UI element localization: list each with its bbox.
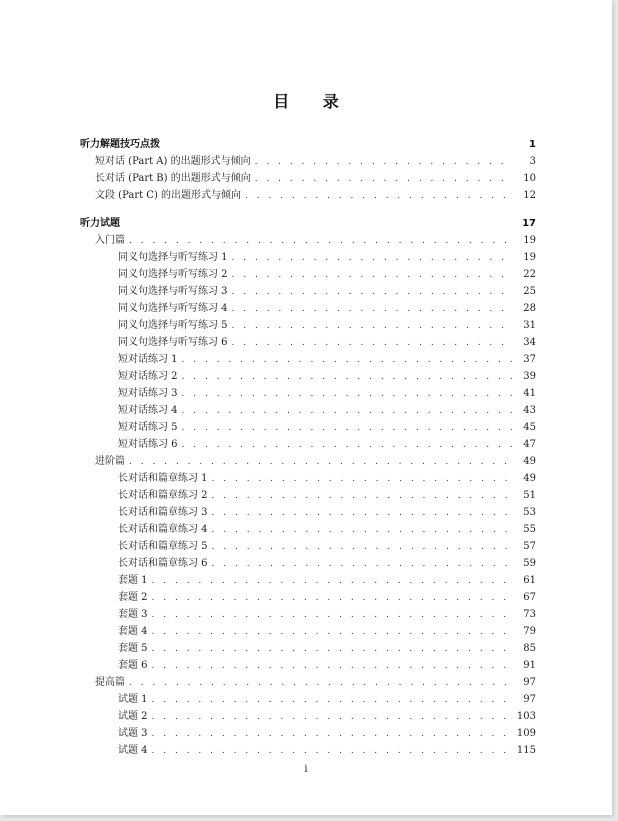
toc-page-number: 85 <box>523 643 536 654</box>
toc-page-number: 28 <box>523 303 536 314</box>
toc-page-number: 53 <box>523 507 536 518</box>
toc-entry-label: 同义句选择与听写练习 2 <box>118 269 228 280</box>
toc-page-number: 55 <box>523 524 536 535</box>
toc-entry[interactable] <box>80 283 536 300</box>
toc-dot-leader <box>152 590 512 607</box>
toc-entry[interactable] <box>80 436 536 453</box>
toc-page-number: 39 <box>523 371 536 382</box>
toc-entry[interactable] <box>80 742 536 759</box>
toc-dot-leader <box>152 743 511 760</box>
toc-entry[interactable] <box>80 521 536 538</box>
toc-entry[interactable] <box>80 623 536 640</box>
toc-dot-leader <box>129 675 512 692</box>
toc-dot-leader <box>182 420 512 437</box>
toc-page-number: 41 <box>523 388 536 399</box>
toc-entry[interactable] <box>80 708 536 725</box>
toc-page-number: 19 <box>523 252 536 263</box>
footer-page-number: i <box>304 764 308 775</box>
toc-entry-label: 长对话和篇章练习 3 <box>118 507 208 518</box>
toc-entry-label: 长对话和篇章练习 4 <box>118 524 208 535</box>
toc-page-number: 97 <box>523 694 536 705</box>
toc-page-number: 51 <box>523 490 536 501</box>
toc-entry-label: 长对话和篇章练习 5 <box>118 541 208 552</box>
toc-dot-leader <box>182 386 512 403</box>
toc-dot-leader <box>212 556 512 573</box>
toc-page-number: 79 <box>523 626 536 637</box>
toc-entry-label: 短对话练习 2 <box>118 371 178 382</box>
toc-dot-leader <box>129 454 512 471</box>
toc-dot-leader <box>182 403 512 420</box>
toc-entry-label: 短对话练习 4 <box>118 405 178 416</box>
toc-page-number: 12 <box>523 190 536 201</box>
toc-entry-label: 听力试题 <box>80 218 120 229</box>
toc-dot-leader <box>152 641 512 658</box>
toc-entry[interactable] <box>80 691 536 708</box>
toc-entry-label: 试题 4 <box>118 745 148 756</box>
table-of-contents <box>80 136 536 759</box>
toc-entry-label: 试题 1 <box>118 694 148 705</box>
toc-page-number: 67 <box>523 592 536 603</box>
toc-entry[interactable] <box>80 419 536 436</box>
toc-page-number: 115 <box>516 745 536 756</box>
toc-entry[interactable] <box>80 232 536 249</box>
toc-dot-leader <box>212 539 512 556</box>
toc-entry[interactable] <box>80 317 536 334</box>
toc-entry-label: 同义句选择与听写练习 3 <box>118 286 228 297</box>
toc-entry-label: 长对话和篇章练习 2 <box>118 490 208 501</box>
toc-entry-label: 短对话练习 6 <box>118 439 178 450</box>
toc-entry-label: 短对话练习 3 <box>118 388 178 399</box>
toc-dot-leader <box>255 154 512 171</box>
toc-page-number: 49 <box>523 456 536 467</box>
toc-page-number: 97 <box>523 677 536 688</box>
toc-entry-label: 长对话 (Part B) 的出题形式与倾向 <box>95 173 251 184</box>
toc-part-entry[interactable] <box>80 136 536 153</box>
toc-entry[interactable] <box>80 606 536 623</box>
toc-dot-leader <box>212 522 512 539</box>
toc-entry-label: 文段 (Part C) 的出题形式与倾向 <box>95 190 242 201</box>
toc-entry[interactable] <box>80 153 536 170</box>
toc-page-number: 73 <box>523 609 536 620</box>
toc-dot-leader <box>182 437 512 454</box>
toc-entry[interactable] <box>80 300 536 317</box>
toc-dot-leader <box>152 726 511 743</box>
toc-page-number: 37 <box>523 354 536 365</box>
toc-page-number: 57 <box>523 541 536 552</box>
toc-entry-label: 进阶篇 <box>95 456 125 467</box>
toc-entry[interactable] <box>80 170 536 187</box>
toc-dot-leader <box>255 171 512 188</box>
toc-dot-leader <box>212 488 512 505</box>
toc-dot-leader <box>152 573 512 590</box>
toc-page-number: 34 <box>523 337 536 348</box>
toc-page-number: 43 <box>523 405 536 416</box>
toc-page-number: 17 <box>522 218 536 229</box>
toc-entry-label: 提高篇 <box>95 677 125 688</box>
toc-page-number: 103 <box>516 711 536 722</box>
toc-entry[interactable] <box>80 402 536 419</box>
toc-entry-label: 长对话和篇章练习 6 <box>118 558 208 569</box>
toc-dot-leader <box>152 658 512 675</box>
toc-entry-label: 短对话练习 5 <box>118 422 178 433</box>
toc-page-number: 109 <box>516 728 536 739</box>
toc-entry-label: 套题 6 <box>118 660 148 671</box>
toc-page-number: 1 <box>529 139 536 150</box>
toc-entry-label: 听力解题技巧点拨 <box>80 139 160 150</box>
toc-entry[interactable] <box>80 453 536 470</box>
toc-page-number: 61 <box>523 575 536 586</box>
toc-dot-leader <box>232 301 512 318</box>
toc-dot-leader <box>232 335 512 352</box>
toc-entry-label: 入门篇 <box>95 235 125 246</box>
toc-page-number: 3 <box>529 156 536 167</box>
toc-page-number: 45 <box>523 422 536 433</box>
toc-page-number: 31 <box>523 320 536 331</box>
toc-entry[interactable] <box>80 572 536 589</box>
toc-page-number: 19 <box>523 235 536 246</box>
toc-entry[interactable] <box>80 385 536 402</box>
toc-entry[interactable] <box>80 725 536 742</box>
toc-page-number: 22 <box>523 269 536 280</box>
toc-page-number: 91 <box>523 660 536 671</box>
toc-entry-label: 同义句选择与听写练习 5 <box>118 320 228 331</box>
toc-entry[interactable] <box>80 351 536 368</box>
toc-entry[interactable] <box>80 538 536 555</box>
toc-page-number: 25 <box>523 286 536 297</box>
toc-entry-label: 同义句选择与听写练习 1 <box>118 252 228 263</box>
toc-dot-leader <box>152 709 511 726</box>
toc-entry[interactable] <box>80 674 536 691</box>
toc-dot-leader <box>152 692 512 709</box>
toc-entry-label: 套题 3 <box>118 609 148 620</box>
toc-entry[interactable] <box>80 555 536 572</box>
toc-dot-leader <box>129 233 512 250</box>
toc-entry-label: 试题 2 <box>118 711 148 722</box>
toc-entry[interactable] <box>80 657 536 674</box>
toc-entry[interactable] <box>80 368 536 385</box>
toc-entry[interactable] <box>80 470 536 487</box>
toc-page-number: 47 <box>523 439 536 450</box>
toc-entry-label: 同义句选择与听写练习 4 <box>118 303 228 314</box>
toc-dot-leader <box>232 318 512 335</box>
toc-dot-leader <box>152 624 512 641</box>
toc-entry[interactable] <box>80 487 536 504</box>
toc-entry[interactable] <box>80 266 536 283</box>
toc-entry[interactable] <box>80 249 536 266</box>
toc-entry-label: 同义句选择与听写练习 6 <box>118 337 228 348</box>
toc-entry-label: 短对话 (Part A) 的出题形式与倾向 <box>95 156 251 167</box>
toc-entry-label: 长对话和篇章练习 1 <box>118 473 208 484</box>
toc-entry[interactable] <box>80 640 536 657</box>
toc-dot-leader <box>182 352 512 369</box>
toc-dot-leader <box>232 267 512 284</box>
toc-entry-label: 套题 5 <box>118 643 148 654</box>
toc-page-number: 10 <box>523 173 536 184</box>
page-title: 目 录 <box>273 92 353 111</box>
toc-dot-leader <box>182 369 512 386</box>
toc-entry-label: 套题 2 <box>118 592 148 603</box>
toc-entry-label: 试题 3 <box>118 728 148 739</box>
toc-entry[interactable] <box>80 334 536 351</box>
toc-dot-leader <box>152 607 512 624</box>
toc-part-entry[interactable] <box>80 215 536 232</box>
toc-dot-leader <box>232 284 512 301</box>
toc-entry[interactable] <box>80 504 536 521</box>
toc-entry-label: 短对话练习 1 <box>118 354 178 365</box>
toc-page-number: 49 <box>523 473 536 484</box>
toc-dot-leader <box>212 471 512 488</box>
toc-page-number: 59 <box>523 558 536 569</box>
toc-entry-label: 套题 1 <box>118 575 148 586</box>
toc-dot-leader <box>212 505 512 522</box>
toc-entry[interactable] <box>80 589 536 606</box>
toc-entry-label: 套题 4 <box>118 626 148 637</box>
toc-entry[interactable] <box>80 187 536 204</box>
toc-dot-leader <box>245 188 512 205</box>
toc-dot-leader <box>232 250 512 267</box>
